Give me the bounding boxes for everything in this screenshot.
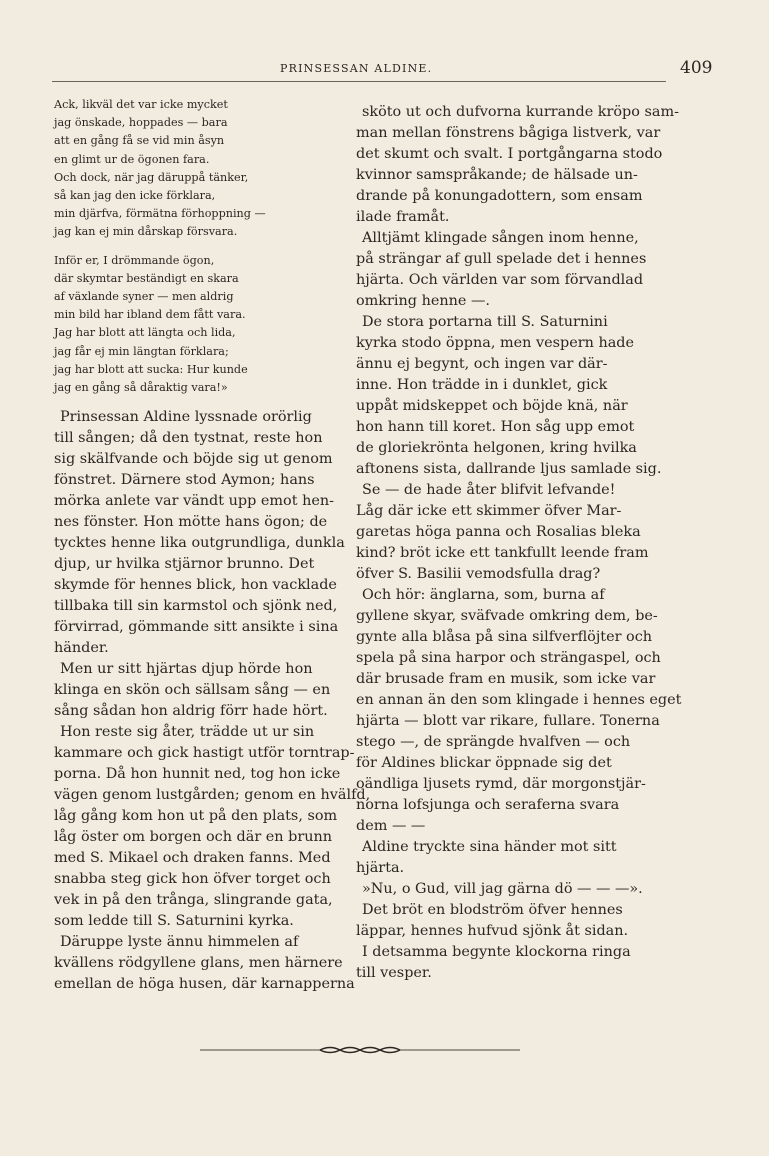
text-line: på strängar af gull spelade det i hennes (356, 251, 647, 267)
poem-line: Jag har blott att längta och lida, (54, 326, 236, 340)
text-line: där brusade fram en musik, som icke var (356, 671, 656, 687)
poem-line: så kan jag den icke förklara, (54, 189, 216, 203)
text-line: Se — de hade åter blifvit lefvande! (362, 482, 616, 498)
text-line: till sången; då den tystnat, reste hon (54, 430, 323, 447)
paragraph (356, 312, 666, 480)
poem-line: Ack, likväl det var icke mycket (54, 98, 228, 111)
poem-line: jag får ej min längtan förklara; (54, 344, 229, 358)
page-number: 409 (680, 58, 713, 78)
text-line: hon hann till koret. Hon såg upp emot (356, 419, 635, 435)
paragraph (356, 879, 666, 900)
text-line: vägen genom lustgården; genom en hvälfd, (54, 787, 371, 804)
text-line: porna. Då hon hunnit ned, tog hon icke (54, 766, 341, 783)
text-line: Alltjämt klingade sången inom henne, (362, 230, 639, 246)
poem-line: Inför er, I drömmande ögon, (54, 253, 215, 267)
text-line: ilade framåt. (356, 209, 450, 225)
page-header (40, 58, 713, 80)
poem-line: att en gång få se vid min åsyn (54, 134, 225, 148)
poem-stanza-1 (54, 96, 337, 242)
right-column (356, 96, 682, 984)
text-line: norna lofsjunga och seraferna svara (356, 797, 620, 813)
text-line: Däruppe lyste ännu himmelen af (60, 934, 299, 951)
paragraph (54, 932, 355, 995)
paragraph (356, 585, 682, 837)
left-prose (54, 407, 371, 995)
text-line: för Aldines blickar öppnade sig det (356, 755, 612, 771)
paragraph (356, 102, 679, 228)
text-line: kind? bröt icke ett tankfullt leende fram (356, 545, 649, 561)
text-line: klinga en skön och sällsam sång — en (54, 682, 331, 699)
text-line: låg öster om borgen och där en brunn (54, 829, 333, 846)
text-line: man mellan fönstrens bågiga listverk, var (356, 125, 661, 141)
text-line: fönstret. Därnere stod Aymon; hans (54, 472, 315, 489)
text-line: kvinnor samspråkande; de hälsade un- (356, 167, 638, 183)
text-line: kvällens rödgyllene glans, men härnere (54, 955, 343, 972)
text-line: gynte alla blåsa på sina silfverflöjter och (356, 629, 653, 645)
text-line: omkring henne —. (356, 293, 490, 309)
text-line: emellan de höga husen, där karnapperna (54, 976, 355, 993)
text-line: som ledde till S. Saturnini kyrka. (54, 913, 294, 930)
text-line: aftonens sista, dallrande ljus samlade sig. (356, 461, 662, 477)
text-line: tycktes henne lika outgrundliga, dunkla (54, 535, 345, 552)
text-line: sång sådan hon aldrig förr hade hört. (54, 703, 328, 720)
text-line: läppar, hennes hufvud sjönk åt sidan. (356, 923, 629, 939)
text-line: drande på konungadottern, som ensam (356, 188, 643, 204)
text-line: uppåt midskeppet och böjde knä, när (356, 398, 628, 414)
poem-line: jag önskade, hoppades — bara (54, 116, 228, 130)
text-line: Prinsessan Aldine lyssnade orörlig (60, 409, 312, 426)
paragraph (356, 900, 666, 942)
poem-line: Och dock, när jag däruppå tänker, (54, 170, 249, 184)
text-line: med S. Mikael och draken fanns. Med (54, 850, 331, 867)
text-line: hjärta. Och världen var som förvandlad (356, 272, 644, 288)
text-line: sköto ut och dufvorna kurrande kröpo sam- (362, 104, 679, 120)
text-line: hjärta. (356, 860, 405, 876)
text-line: öfver S. Basilii vemodsfulla drag? (356, 566, 601, 582)
text-line: händer. (54, 640, 109, 657)
text-line: förvirrad, gömmande sitt ansikte i sina (54, 619, 339, 636)
text-line: Det bröt en blodström öfver hennes (362, 902, 623, 918)
paragraph (356, 942, 666, 984)
paragraph (54, 407, 345, 659)
poem-line: jag en gång så dåraktig vara!» (54, 381, 228, 395)
text-line: Och hör: änglarna, som, burna af (362, 587, 605, 603)
poem-line: min bild har ibland dem fått vara. (54, 308, 246, 322)
poem-line: min djärfva, förmätna förhoppning — (54, 207, 266, 221)
header-rule (52, 81, 666, 82)
text-line: tillbaka till sin karmstol och sjönk ned, (54, 598, 338, 615)
text-line: oändliga ljusets rymd, där morgonstjär- (356, 776, 646, 792)
poem-stanza-2 (54, 252, 337, 398)
text-line: I detsamma begynte klockorna ringa (362, 944, 631, 960)
text-line: en annan än den som klingade i hennes eget (356, 692, 682, 708)
paragraph (356, 480, 666, 585)
paragraph (54, 659, 337, 722)
paragraph (356, 228, 666, 312)
text-line: »Nu, o Gud, vill jag gärna dö — — —». (362, 881, 643, 897)
text-line: hjärta — blott var rikare, fullare. Tonerna (356, 713, 660, 729)
poem-line: där skymtar beständigt en skara (54, 271, 239, 285)
paragraph (356, 837, 666, 879)
poem-line: af växlande syner — men aldrig (54, 290, 234, 304)
text-line: låg gång kom hon ut på den plats, som (54, 808, 338, 825)
text-line: till vesper. (356, 965, 432, 981)
text-line: ännu ej begynt, och ingen var där- (356, 356, 608, 372)
left-column (54, 96, 371, 995)
text-line: snabba steg gick hon öfver torget och (54, 871, 331, 888)
text-line: De stora portarna till S. Saturnini (362, 314, 608, 330)
paragraph (54, 722, 371, 932)
text-line: spela på sina harpor och strängaspel, och (356, 650, 661, 666)
text-line: Aldine tryckte sina händer mot sitt (362, 839, 617, 855)
text-line: djup, ur hvilka stjärnor brunno. Det (54, 556, 315, 573)
text-line: de gloriekrönta helgonen, kring hvilka (356, 440, 637, 456)
text-line: dem — — (356, 818, 426, 834)
text-line: kyrka stodo öppna, men vespern hade (356, 335, 635, 351)
text-line: stego —, de sprängde hvalfven — och (356, 734, 631, 750)
text-line: Låg där icke ett skimmer öfver Mar- (356, 503, 622, 519)
poem-line: en glimt ur de ögonen fara. (54, 152, 210, 166)
end-ornament (200, 1043, 520, 1057)
running-title: PRINSESSAN ALDINE. (280, 62, 433, 75)
text-line: vek in på den trånga, slingrande gata, (54, 892, 333, 909)
text-line: skymde för hennes blick, hon vacklade (54, 577, 337, 594)
poem-line: jag kan ej min dårskap försvara. (54, 225, 238, 239)
text-line: gyllene skyar, sväfvade omkring dem, be- (356, 608, 658, 624)
text-line: sig skälfvande och böjde sig ut genom (54, 451, 333, 468)
text-line: Men ur sitt hjärtas djup hörde hon (60, 661, 313, 678)
right-prose (356, 102, 682, 984)
text-line: mörka anlete var vändt upp emot hen- (54, 493, 334, 510)
text-line: Hon reste sig åter, trädde ut ur sin (60, 724, 315, 741)
text-line: kammare och gick hastigt utför torntrap- (54, 745, 355, 762)
text-line: garetas höga panna och Rosalias bleka (356, 524, 641, 540)
text-line: det skumt och svalt. I portgångarna stodo (356, 146, 663, 162)
poem-line: jag har blott att sucka: Hur kunde (54, 362, 248, 376)
text-line: inne. Hon trädde in i dunklet, gick (356, 377, 608, 393)
text-line: nes fönster. Hon mötte hans ögon; de (54, 514, 328, 531)
